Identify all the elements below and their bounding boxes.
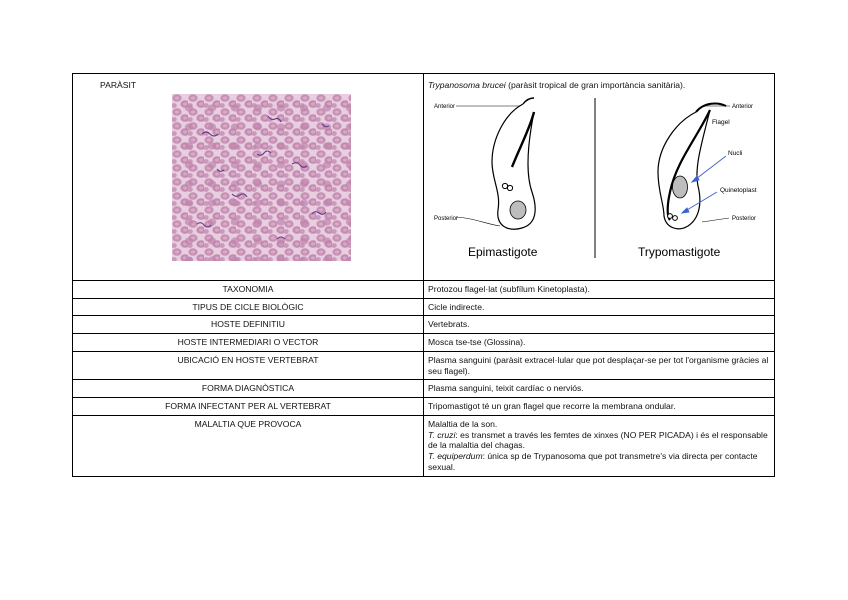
table-row [73,351,775,379]
label-posterior-right: Posterior [732,216,757,222]
table-row [73,380,775,398]
row-label: HOSTE INTERMEDIARI O VECTOR [73,334,424,352]
disease-cruzi [428,430,770,451]
row-label: UBICACIÓ EN HOSTE VERTEBRAT [73,351,424,379]
trypanosome-diagram [426,92,772,264]
table-row [73,316,775,334]
disease-equiperdum [428,451,770,472]
label-anterior-right: Anterior [732,104,754,110]
parasite-label: PARÀSIT [100,80,137,90]
species-name: Trypanosoma brucei [428,80,506,90]
species-text: : única sp de Trypanosoma que pot transmetre's via directa per contacte sexual. [428,451,758,472]
row-value: Protozou flagel·lat (subfílum Kinetoplasta). [424,281,775,299]
row-value: Mosca tse-tse (Glossina). [424,334,775,352]
row-label: TIPUS DE CICLE BIOLÒGIC [73,298,424,316]
species-header [428,80,772,90]
species-name: T. equiperdum [428,451,483,462]
epimastigote-figure [492,98,535,229]
row-value: Tripomastigot té un gran flagel que recorre la membrana ondular. [424,398,775,416]
blood-smear-image [172,94,351,261]
row-value: Plasma sanguini (paràsit extracel·lular que pot desplaçar-se per tot l'organisme gràcies al seu flagel). [424,351,775,379]
label-nucli: Nucli [728,150,743,157]
row-value: Cicle indirecte. [424,298,775,316]
table-row [73,398,775,416]
label-quinetoplast: Quinetoplast [720,187,757,194]
species-note: (paràsit tropical de gran importància sanitària). [505,80,686,90]
row-label: TAXONOMIA [73,281,424,299]
label-flagel: Flagel [712,119,730,126]
row-label: FORMA DIAGNÒSTICA [73,380,424,398]
table-row [73,298,775,316]
row-label: FORMA INFECTANT PER AL VERTEBRAT [73,398,424,416]
caption-trypomastigote: Trypomastigote [638,245,721,259]
label-posterior-left: Posterior [434,216,459,222]
species-text: : es transmet a través les femtes de xinxes (NO PER PICADA) i és el responsable de la malaltia del chagas. [428,429,768,451]
caption-epimastigote: Epimastigote [468,245,538,259]
table-row [73,281,775,299]
label-anterior-left: Anterior [434,104,456,110]
row-value: Plasma sanguini, teixit cardíac o nerviós. [424,380,775,398]
row-label: HOSTE DEFINITIU [73,316,424,334]
table-row [73,415,775,476]
row-label: MALALTIA QUE PROVOCA [73,415,424,476]
disease-line: Malaltia de la son. [428,418,498,429]
table-row [73,334,775,352]
row-value: Vertebrats. [424,316,775,334]
disease-cell [424,415,775,476]
species-name: T. cruzi [428,429,456,440]
